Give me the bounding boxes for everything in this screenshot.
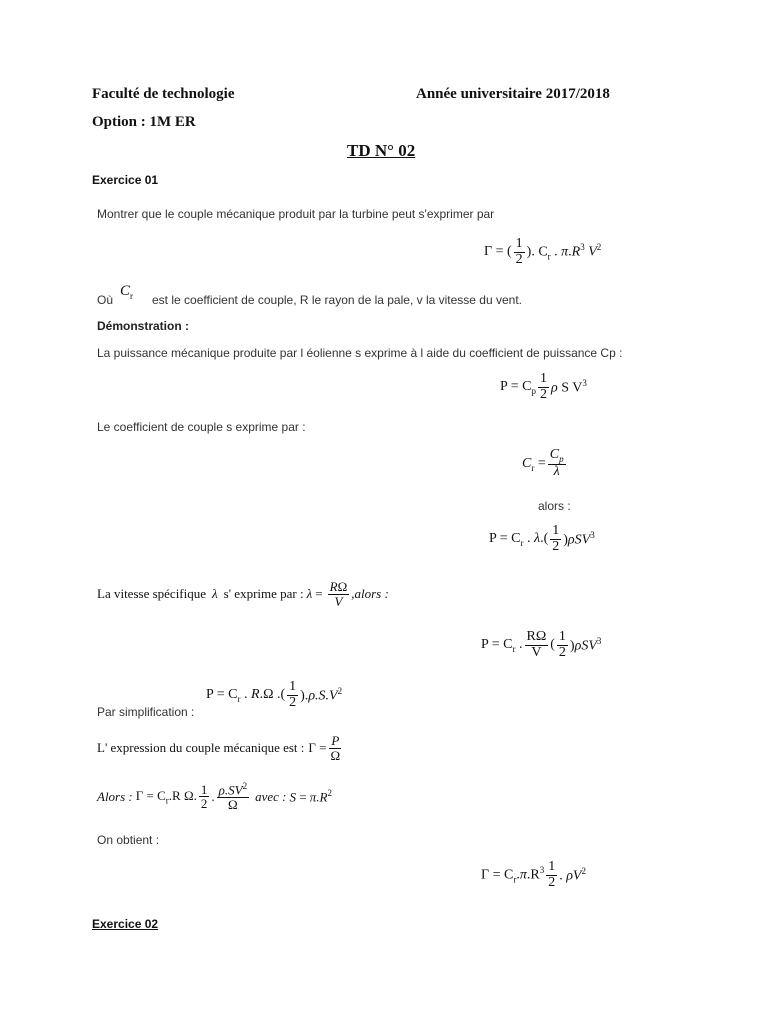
formula-power-cr: $P = C_r$ . λ.( $\frac{1}{2}$ )ρSV$^3$	[489, 523, 595, 554]
formula-power-simplified: $P = C_r$ . R.Ω .( $\frac{1}{2}$ )$.\rho.S.V^2$	[206, 679, 343, 710]
torque-derivation-line: Alors : $\Gamma = C_r.R$ Ω. $\frac{1}{2}$ . $\frac{\rho.SV^2}{\Omega}$ avec : $S = \pi.R^2$	[97, 781, 333, 812]
exercise-1-intro: Montrer que le couple mécanique produit par la turbine peut s'exprimer par	[97, 207, 495, 221]
obtient-text: On obtient :	[97, 833, 160, 847]
formula-torque-result: $\Gamma = C_r.\pi.R^3$ $\frac{1}{2}$ . $\rho V^2$	[481, 859, 586, 890]
formula-torque-coef: $C_r$ = $\frac{C_p}{\lambda}$	[522, 447, 564, 480]
speed-suffix: ,alors :	[351, 586, 389, 602]
speed-line: La vitesse spécifique λ s' exprime par : λ = $\frac{R\Omega}{V}$ ,alors :	[97, 579, 389, 609]
speed-prefix: La vitesse spécifique	[97, 586, 207, 602]
avec-text: avec :	[255, 788, 287, 804]
simplification-text: Par simplification :	[97, 705, 195, 719]
faculty-label: Faculté de technologie	[92, 86, 235, 102]
alors-text: alors :	[538, 499, 571, 513]
torque-coef-text: Le coefficient de couple s exprime par :	[97, 420, 306, 434]
page-title: TD N° 02	[347, 141, 416, 160]
formula-power-omega: $P = C_r$ . $\frac{R\Omega}{V}$ ( $\frac{1}{2}$ )ρSV$^3$	[481, 629, 602, 660]
alors-italic: Alors :	[97, 788, 133, 804]
option-label: Option : 1M ER	[92, 114, 196, 130]
formula-torque-target: Γ = ( $\frac{1}{2}$ ). $C_r$ . $\pi.R^3$ $V^2$	[484, 236, 602, 267]
exercise-2-heading: Exercice 02	[92, 917, 159, 931]
formula-power: $P = C_p$ $\frac{1}{2}$ ρ S $V^3$	[500, 371, 587, 402]
cr-symbol: $C_r$	[120, 283, 134, 301]
torque-expression-line: L' expression du couple mécanique est : Γ = $\frac{P}{\Omega}$	[97, 733, 341, 763]
torque-expression-text: L' expression du couple mécanique est :	[97, 740, 305, 756]
academic-year: Année universitaire 2017/2018	[416, 86, 610, 102]
where-text: est le coefficient de couple, R le rayon de la pale, v la vitesse du vent.	[152, 293, 522, 307]
speed-mid: s' exprime par :	[223, 586, 304, 602]
where-prefix: Où	[97, 293, 114, 307]
demonstration-label: Démonstration :	[97, 319, 190, 333]
exercise-1-heading: Exercice 01	[92, 173, 159, 187]
power-text: La puissance mécanique produite par l éolienne s exprime à l aide du coefficient de puissance Cp :	[97, 346, 623, 360]
